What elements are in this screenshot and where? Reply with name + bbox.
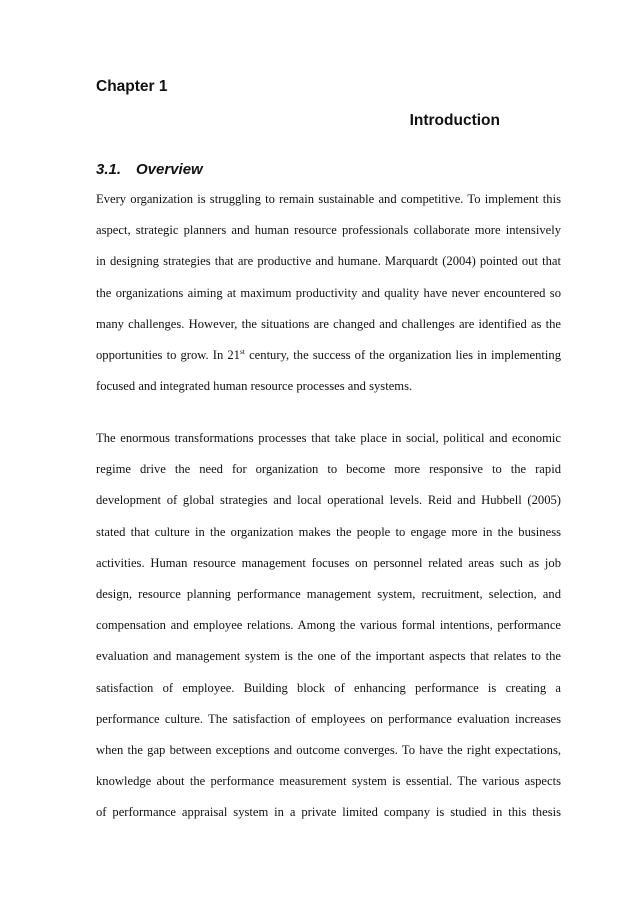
line-text-before-superscript: opportunities to grow. In 21	[96, 347, 240, 362]
ordinal-superscript: st	[239, 346, 245, 356]
section-title: Overview	[136, 161, 203, 178]
paragraph-line: aspect, strategic planners and human resource professionals collaborate more intensively	[96, 223, 561, 238]
paragraph-line: when the gap between exceptions and outcome converges. To have the right expectations,	[96, 742, 561, 757]
paragraph-line: evaluation and management system is the one of the important aspects that relates to the	[96, 649, 561, 664]
paragraph-line: stated that culture in the organization makes the people to engage more in the business	[96, 524, 561, 539]
paragraph-line: focused and integrated human resource processes and systems.	[96, 379, 413, 394]
paragraph-overview-1	[96, 184, 561, 402]
paragraph-line: in designing strategies that are productive and humane. Marquardt (2004) pointed out that	[96, 254, 561, 269]
paragraph-line: activities. Human resource management focuses on personnel related areas such as job	[96, 555, 561, 570]
paragraph-line: compensation and employee relations. Among the various formal intentions, performance	[96, 618, 561, 633]
paragraph-line: many challenges. However, the situations are changed and challenges are identified as the	[96, 316, 561, 331]
paragraph-line: satisfaction of employee. Building block of enhancing performance is creating a	[96, 680, 561, 695]
paragraph-line	[96, 340, 561, 371]
paragraph-line: The enormous transformations processes that take place in social, political and economic	[96, 431, 561, 445]
paragraph-line: development of global strategies and local operational levels. Reid and Hubbell (2005)	[96, 493, 561, 508]
section-number: 3.1.	[96, 161, 122, 178]
paragraph-line: knowledge about the performance measurement system is essential. The various aspects	[96, 774, 561, 789]
paragraph-line: regime drive the need for organization to become more responsive to the rapid	[96, 462, 561, 477]
paragraph-line: performance culture. The satisfaction of employees on performance evaluation increases	[96, 711, 561, 726]
paragraph-line: design, resource planning performance management system, recruitment, selection, and	[96, 586, 561, 601]
section-heading	[96, 161, 203, 178]
paragraph-overview-2	[96, 423, 561, 828]
paragraph-line: of performance appraisal system in a private limited company is studied in this thesis	[96, 805, 561, 820]
line-text-after-superscript: century, the success of the organization lies in implementing	[244, 347, 561, 362]
chapter-heading: Chapter 1	[96, 78, 168, 95]
paragraph-line: the organizations aiming at maximum productivity and quality have never encountered so	[96, 285, 561, 300]
chapter-title: Introduction	[409, 112, 500, 129]
paragraph-line: Every organization is struggling to remain sustainable and competitive. To implement this	[96, 192, 561, 206]
